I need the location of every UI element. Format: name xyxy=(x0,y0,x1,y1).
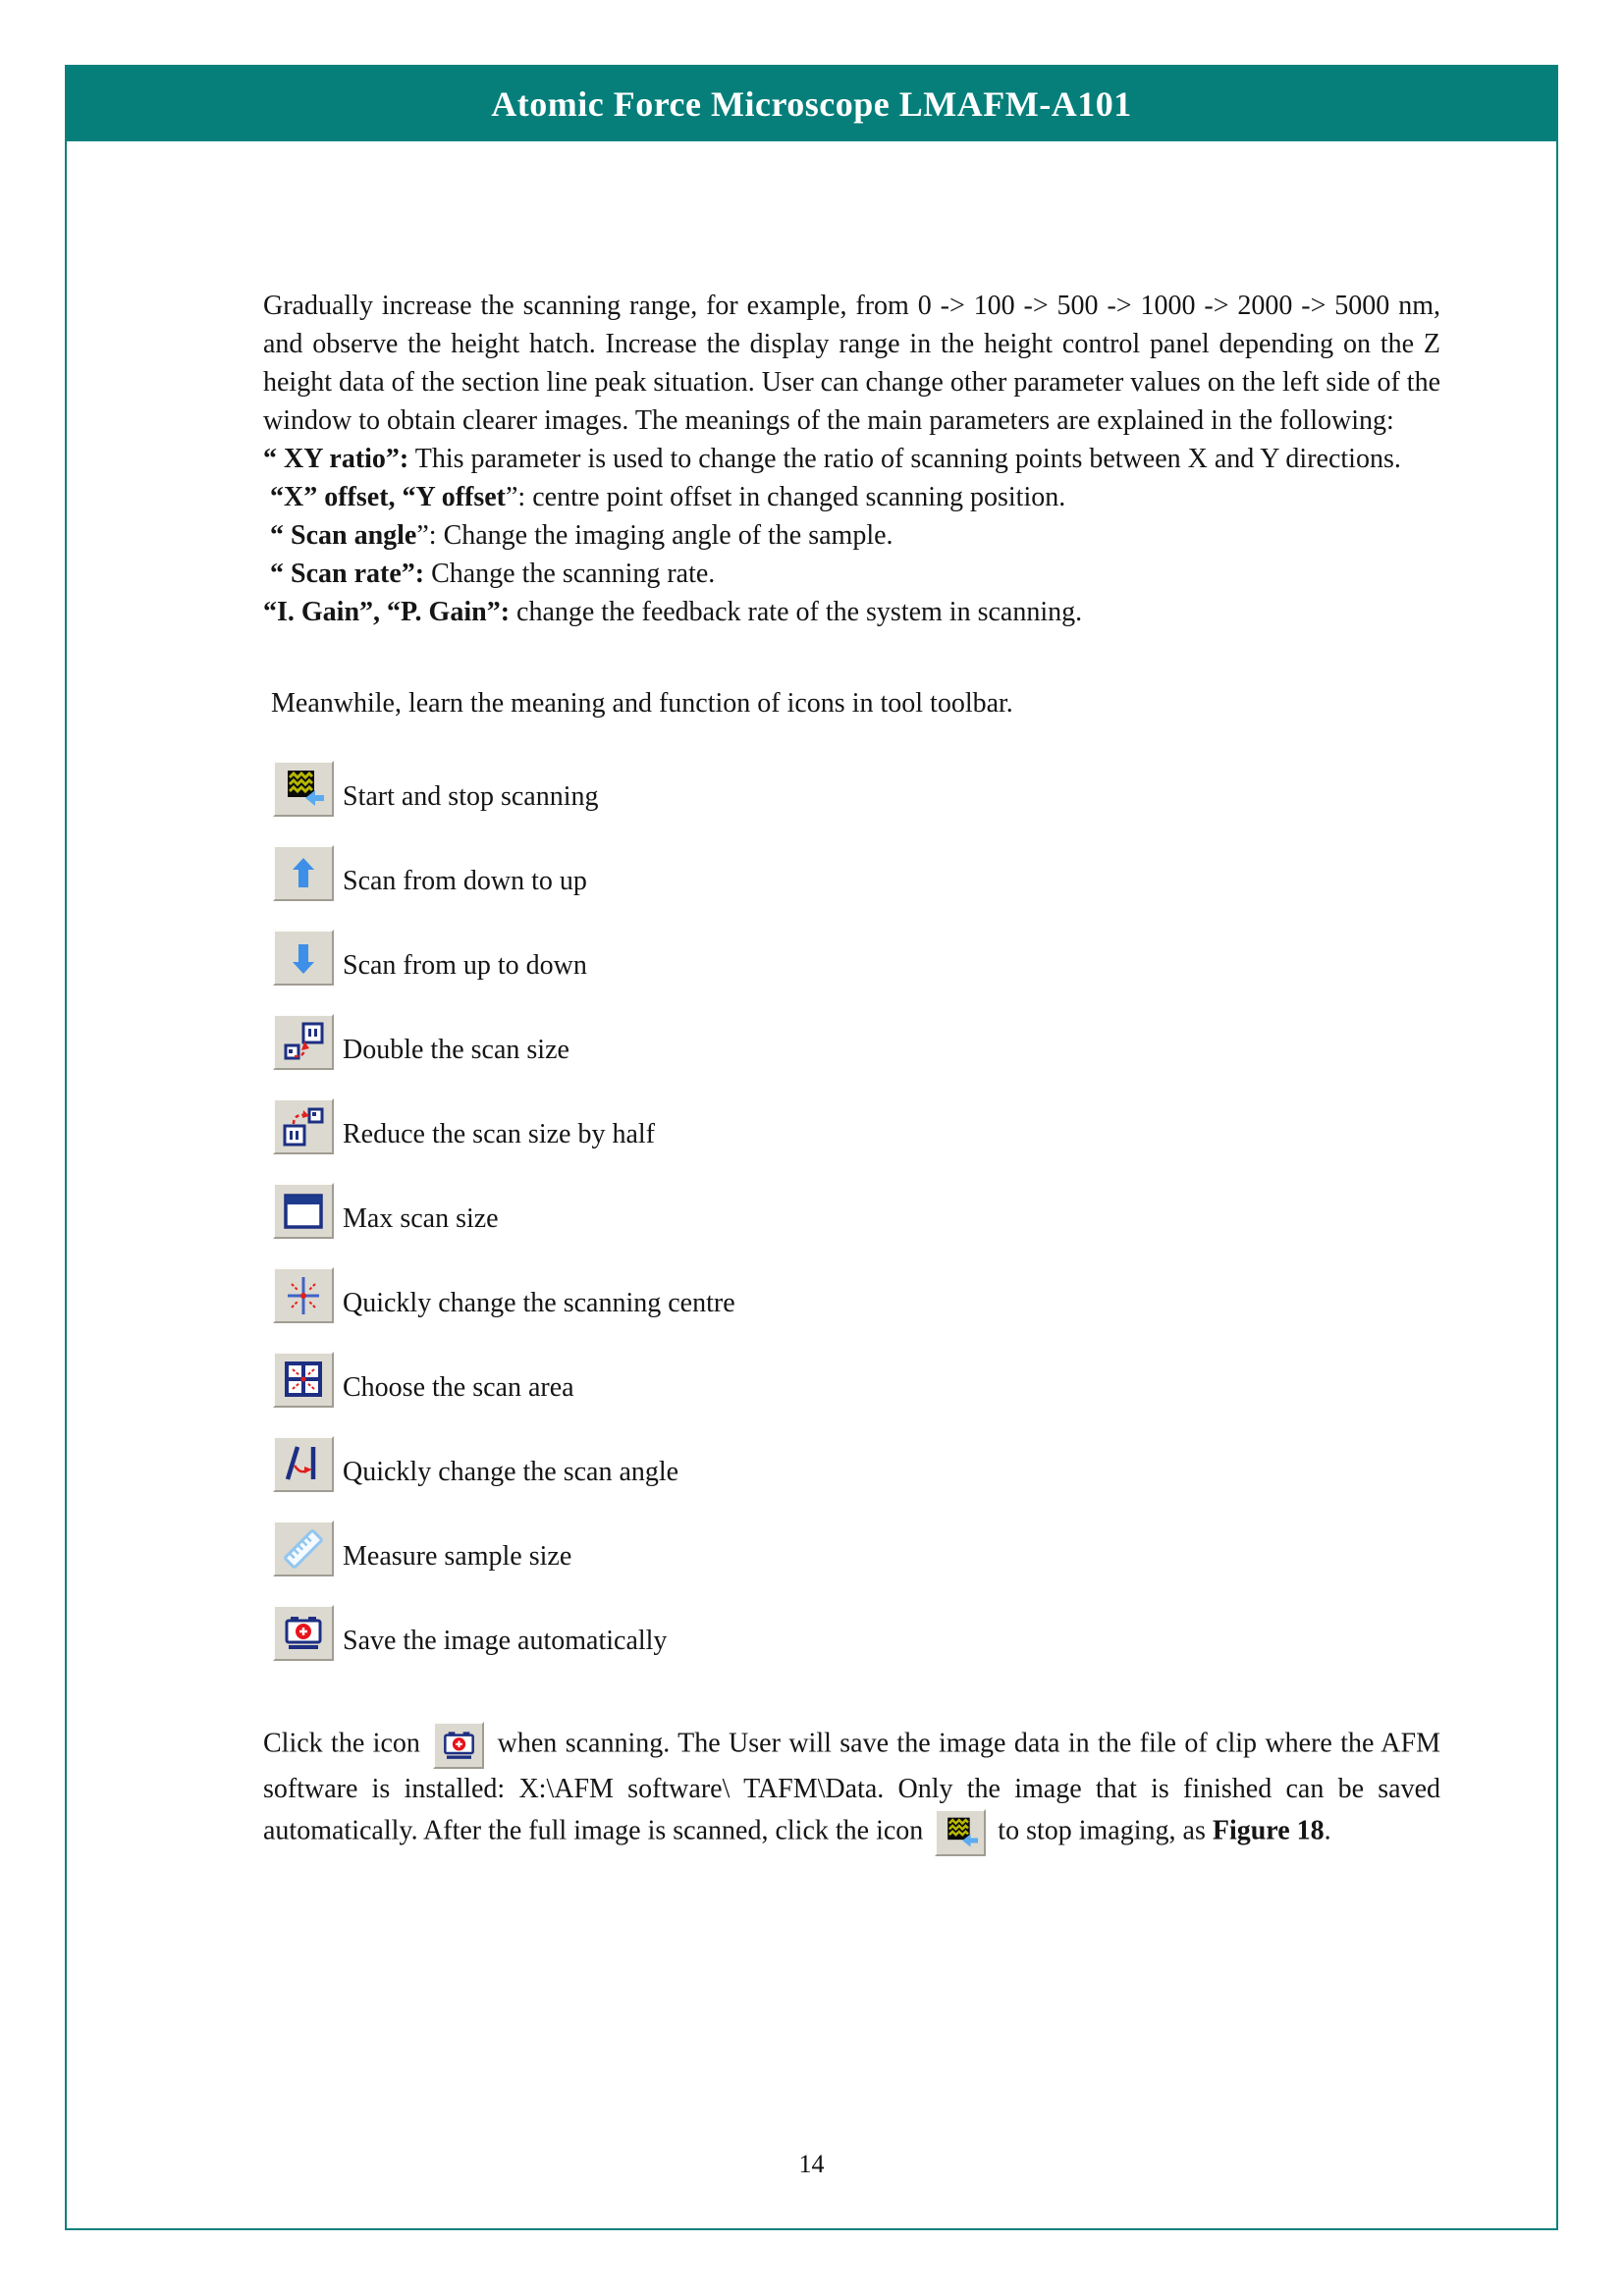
toolbar-row-label: Choose the scan area xyxy=(343,1372,574,1403)
auto-save-icon xyxy=(273,1605,334,1661)
parameter-line xyxy=(263,478,1440,516)
toolbar-row-label: Max scan size xyxy=(343,1203,499,1234)
toolbar-icon-list xyxy=(263,732,1440,1661)
toolbar-row-halve-scan-size xyxy=(263,1070,1440,1154)
toolbar-row-scan-area xyxy=(263,1323,1440,1408)
toolbar-row-scan-up xyxy=(263,817,1440,901)
parameter-name: “ Scan angle xyxy=(263,520,417,551)
scan-angle-icon xyxy=(273,1436,334,1492)
scan-start-stop-icon xyxy=(273,761,334,817)
measure-size-icon xyxy=(273,1521,334,1576)
parameter-name: “ Scan rate”: xyxy=(263,559,425,589)
scan-up-icon xyxy=(273,845,334,901)
scan-area-icon xyxy=(273,1352,334,1408)
toolbar-row-label: Save the image automatically xyxy=(343,1626,668,1656)
parameter-line xyxy=(263,593,1440,631)
parameter-description: ”: Change the imaging angle of the sample. xyxy=(416,520,893,551)
toolbar-row-label: Double the scan size xyxy=(343,1035,569,1065)
toolbar-row-label: Scan from up to down xyxy=(343,950,587,981)
toolbar-row-auto-save xyxy=(263,1576,1440,1661)
parameter-line xyxy=(263,440,1440,478)
parameter-name: “X” offset, “Y offset xyxy=(263,482,506,512)
parameter-description: Change the scanning rate. xyxy=(424,559,716,589)
parameter-description: change the feedback rate of the system in scanning. xyxy=(510,597,1083,627)
parameter-name: “I. Gain”, “P. Gain”: xyxy=(263,597,511,627)
toolbar-row-scan-angle xyxy=(263,1408,1440,1492)
document-page xyxy=(65,65,1558,2230)
parameter-name: “ XY ratio”: xyxy=(263,444,409,474)
parameter-line xyxy=(263,555,1440,593)
toolbar-row-label: Quickly change the scanning centre xyxy=(343,1288,735,1318)
max-scan-size-icon xyxy=(273,1183,334,1239)
toolbar-row-scan-start-stop xyxy=(263,732,1440,817)
toolbar-row-label: Start and stop scanning xyxy=(343,781,599,812)
toolbar-row-label: Reduce the scan size by half xyxy=(343,1119,655,1149)
parameter-list xyxy=(263,440,1440,631)
closing-text: to stop imaging, as xyxy=(991,1815,1213,1846)
auto-save-icon xyxy=(433,1722,484,1769)
closing-text: when scanning. The User will save the image data in the file of clip where the AFM software is installed: X:\AFM software\ TAFM\Data. Only the image that is finished can be saved automatically. After the full image is scanned, click the icon xyxy=(263,1728,1440,1846)
toolbar-row-scan-down xyxy=(263,901,1440,986)
toolbar-row-max-scan-size xyxy=(263,1154,1440,1239)
toolbar-row-measure-size xyxy=(263,1492,1440,1576)
page-header xyxy=(67,67,1556,141)
toolbar-row-label: Quickly change the scan angle xyxy=(343,1457,679,1487)
toolbar-intro: Meanwhile, learn the meaning and function of icons in tool toolbar. xyxy=(271,688,1013,719)
scan-centre-icon xyxy=(273,1267,334,1323)
scan-start-stop-icon xyxy=(935,1809,986,1856)
halve-scan-size-icon xyxy=(273,1098,334,1154)
toolbar-row-double-scan-size xyxy=(263,986,1440,1070)
parameter-description: This parameter is used to change the ratio of scanning points between X and Y directions. xyxy=(408,444,1401,474)
page-number: 14 xyxy=(798,2150,825,2178)
parameter-line xyxy=(263,516,1440,555)
closing-text: . xyxy=(1324,1815,1331,1846)
double-scan-size-icon xyxy=(273,1014,334,1070)
toolbar-row-scan-centre xyxy=(263,1239,1440,1323)
closing-text: Click the icon xyxy=(263,1728,429,1759)
page-title: Atomic Force Microscope LMAFM-A101 xyxy=(491,84,1132,124)
content-area xyxy=(67,287,1556,1856)
intro-paragraph: Gradually increase the scanning range, for example, from 0 -> 100 -> 500 -> 1000 -> 2000 -> 5000 nm, and observe the height hatch. Increase the display range in the height control panel depending on the Z height data of the section line peak situation. User can change other parameter values on the left side of the window to obtain clearer images. The meanings of the main parameters are explained in the following: xyxy=(263,291,1440,436)
scan-down-icon xyxy=(273,930,334,986)
toolbar-row-label: Scan from down to up xyxy=(343,866,587,896)
parameter-description: ”: centre point offset in changed scanning position. xyxy=(506,482,1066,512)
toolbar-row-label: Measure sample size xyxy=(343,1541,572,1572)
closing-paragraph xyxy=(263,1722,1440,1856)
figure-reference: Figure 18 xyxy=(1212,1815,1325,1846)
